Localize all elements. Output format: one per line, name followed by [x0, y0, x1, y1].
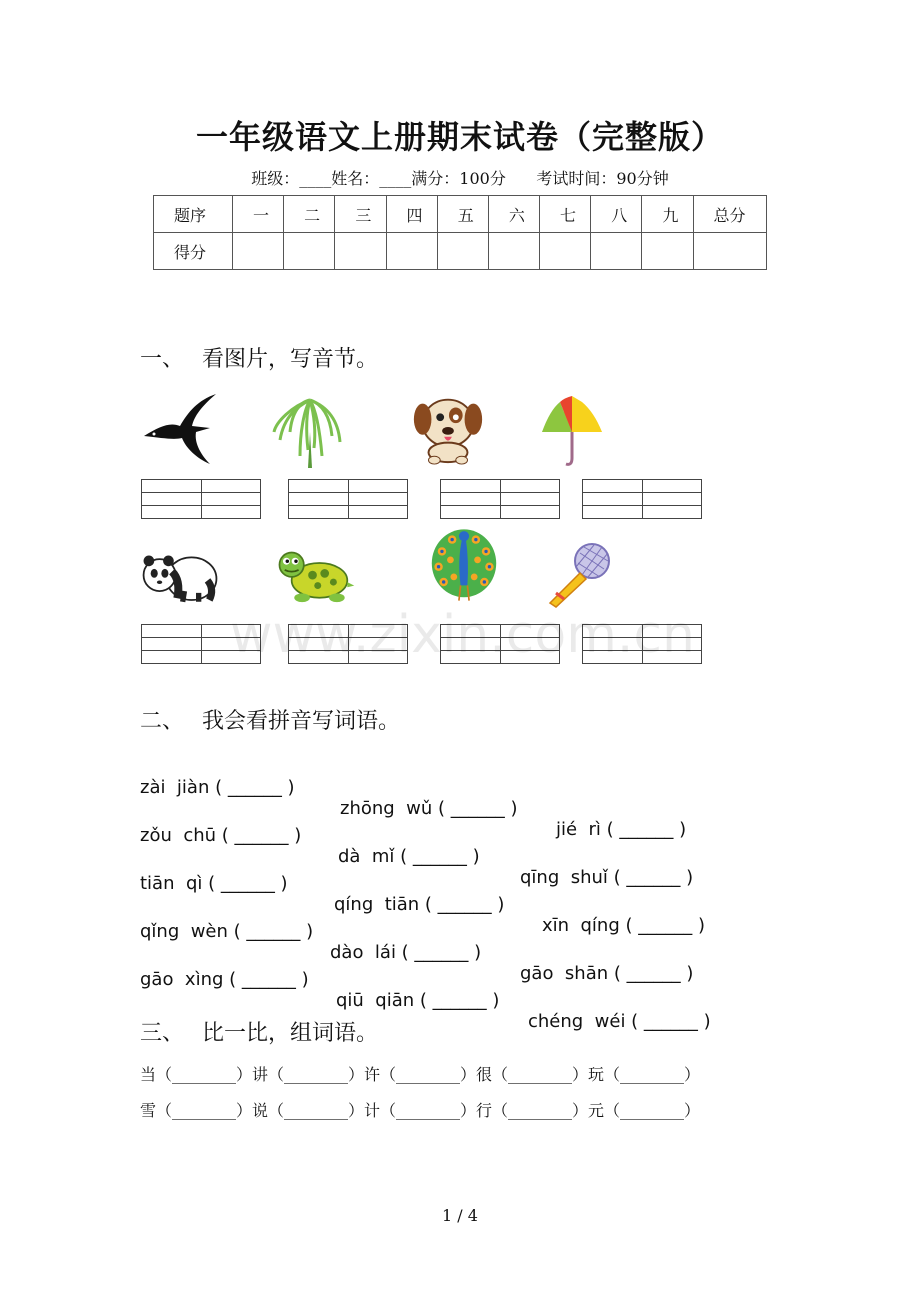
score-table [153, 195, 767, 270]
score-header-cell: 一 [233, 196, 284, 233]
pinyin-item[interactable]: qǐng wèn ( ______ ) [140, 921, 314, 942]
score-input-cell[interactable] [437, 233, 488, 270]
score-input-cell[interactable] [693, 233, 766, 270]
pinyin-item[interactable]: zài jiàn ( ______ ) [140, 777, 295, 798]
pinyin-item[interactable]: qiū qiān ( ______ ) [336, 990, 500, 1011]
watermark: www.zixin.com.cn [230, 605, 695, 665]
section-2-title: 我会看拼音写词语。 [202, 709, 401, 734]
pinyin-item[interactable]: qīng shuǐ ( ______ ) [520, 867, 694, 888]
compare-word-row[interactable]: 雪（________）说（________）计（________）行（________）元（________） [140, 1101, 701, 1120]
pinyin-item[interactable]: qíng tiān ( ______ ) [334, 894, 505, 915]
puppy-icon [408, 388, 488, 466]
score-input-cell[interactable] [488, 233, 539, 270]
pinyin-writing-grid[interactable] [141, 479, 261, 519]
pinyin-writing-grid[interactable] [288, 479, 408, 519]
score-header-cell: 二 [284, 196, 335, 233]
score-input-cell[interactable] [284, 233, 335, 270]
compare-word-row[interactable]: 当（________）讲（________）许（________）很（________）玩（________） [140, 1065, 701, 1084]
score-row-label: 得分 [154, 233, 233, 270]
score-input-cell[interactable] [642, 233, 693, 270]
turtle-icon [276, 537, 356, 615]
pinyin-item[interactable]: gāo shān ( ______ ) [520, 963, 694, 984]
pinyin-item[interactable]: dào lái ( ______ ) [330, 942, 482, 963]
section-3-heading [140, 1016, 378, 1047]
exam-info [0, 166, 920, 189]
score-input-cell[interactable] [335, 233, 386, 270]
score-input-cell[interactable] [386, 233, 437, 270]
score-input-cell[interactable] [591, 233, 642, 270]
pinyin-item[interactable]: zhōng wǔ ( ______ ) [340, 798, 518, 819]
pinyin-writing-grid[interactable] [440, 479, 560, 519]
score-header-cell: 三 [335, 196, 386, 233]
pinyin-item[interactable]: jié rì ( ______ ) [556, 819, 687, 840]
score-header-cell: 七 [540, 196, 591, 233]
page-title: 一年级语文上册期末试卷（完整版） [195, 118, 724, 156]
swallow-icon [140, 392, 220, 470]
score-input-cell[interactable] [233, 233, 284, 270]
score-header-cell: 九 [642, 196, 693, 233]
score-header-cell: 总分 [693, 196, 766, 233]
score-header-cell: 五 [437, 196, 488, 233]
pinyin-writing-grid[interactable] [582, 479, 702, 519]
section-1-heading [140, 342, 378, 373]
score-header-cell: 四 [386, 196, 437, 233]
exam-time: 考试时间：90分钟 [536, 169, 669, 188]
pinyin-item[interactable]: gāo xìng ( ______ ) [140, 969, 309, 990]
pinyin-item[interactable]: zǒu chū ( ______ ) [140, 825, 302, 846]
score-header-cell: 八 [591, 196, 642, 233]
class-label: 班级：____ [251, 169, 332, 188]
section-3-number: 三、 [140, 1021, 185, 1046]
pinyin-item[interactable]: chéng wéi ( ______ ) [528, 1011, 711, 1032]
peacock-icon [424, 526, 504, 604]
pinyin-item[interactable]: tiān qì ( ______ ) [140, 873, 288, 894]
section-1-number: 一、 [140, 347, 185, 372]
name-label: 姓名：____ [331, 169, 412, 188]
umbrella-icon [538, 392, 618, 470]
full-score: 满分：100分 [411, 169, 506, 188]
page-number: 1 / 4 [442, 1206, 478, 1225]
section-2-heading [140, 704, 400, 735]
section-1-title: 看图片，写音节。 [202, 347, 379, 372]
score-table-score-row [154, 233, 767, 270]
panda-icon [140, 537, 220, 615]
score-table-header-row [154, 196, 767, 233]
score-header-cell: 六 [488, 196, 539, 233]
pinyin-item[interactable]: xīn qíng ( ______ ) [542, 915, 705, 936]
microphone-icon [542, 537, 622, 615]
willow-tree-icon [270, 392, 350, 470]
pinyin-item[interactable]: dà mǐ ( ______ ) [338, 846, 480, 867]
score-header-cell: 题序 [154, 196, 233, 233]
section-3-title: 比一比，组词语。 [202, 1021, 379, 1046]
score-input-cell[interactable] [540, 233, 591, 270]
section-2-number: 二、 [140, 709, 185, 734]
